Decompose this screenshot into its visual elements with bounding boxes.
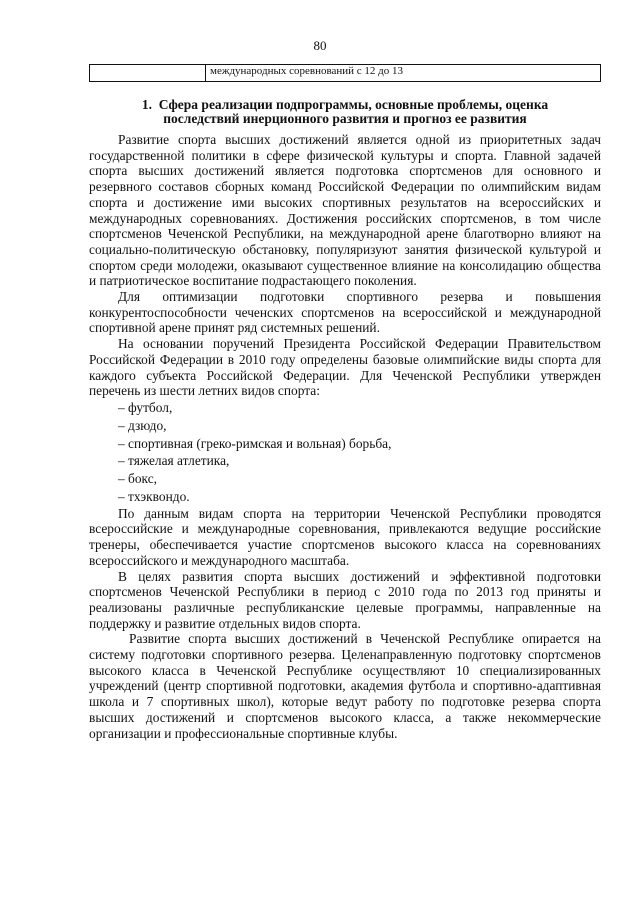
paragraph-6: Развитие спорта высших достижений в Чеченской Республике опирается на систему подготовки спортивного резерва. Целенаправленную подготовку спортсменов высокого класса в Чеченской Республике осуществляют 10 специализированных учреждений (центр спортивной подготовки, академия футбола и спортивно-адаптивная школа и 7 спортивных школ), которые ведут работу по подготовке резерва спорта высших достижений и спортсменов высокого класса, а также некоммерческие организации и профессиональные спортивные клубы. bbox=[89, 631, 601, 741]
section-heading bbox=[89, 98, 601, 126]
list-item: – бокс, bbox=[118, 471, 158, 487]
paragraph-2: Для оптимизации подготовки спортивного резерва и повышения конкурентоспособности чеченских спортсменов на всероссийской и международной спортивной арене принят ряд системных решений. bbox=[89, 289, 601, 336]
table-cell-text: международных соревнований с 12 до 13 bbox=[206, 65, 601, 82]
section-heading-line2: последствий инерционного развития и прогноз ее развития bbox=[163, 111, 527, 126]
document-body bbox=[89, 98, 601, 741]
page-number: 80 bbox=[313, 38, 327, 53]
section-heading-line1: 1. Сфера реализации подпрограммы, основные проблемы, оценка bbox=[141, 97, 549, 112]
paragraph-4: По данным видам спорта на территории Чеченской Республики проводятся всероссийские и международные соревнования, привлекаются ведущие российские тренеры, обеспечивается участие спортсменов высокого класса на соревнованиях всероссийского и международного масштаба. bbox=[89, 505, 601, 568]
paragraph-5: В целях развития спорта высших достижений и эффективной подготовки спортсменов Чеченской Республики в период с 2010 года по 2013 год приняты и реализованы различные республиканские целевые программы, направленные на поддержку и развитие отдельных видов спорта. bbox=[89, 568, 601, 631]
paragraph-1: Развитие спорта высших достижений является одной из приоритетных задач государственной политики в сфере физической культуры и спорта. Главной задачей спорта высших достижений является подготовка спортсменов для основного и резервного составов сборных команд Российской Федерации по олимпийским видам спорта и достижение ими высоких спортивных результатов на всероссийских и международных соревнованиях. Достижения российских спортсменов, в том числе спортсменов Чеченской Республики, на международной арене благотворно влияют на социально-политическую обстановку, популяризуют занятия физической культурой и спортом среди молодежи, оказывают существенное влияние на консолидацию общества и патриотическое воспитание подрастающего поколения. bbox=[89, 132, 601, 289]
table-cell-empty bbox=[90, 65, 206, 82]
list-item: – футбол, bbox=[118, 399, 173, 415]
list-item: – спортивная (греко-римская и вольная) борьба, bbox=[118, 435, 392, 451]
sports-list bbox=[89, 399, 601, 506]
list-item: – тхэквондо. bbox=[118, 488, 190, 504]
top-table bbox=[89, 64, 601, 82]
list-item: – дзюдо, bbox=[118, 417, 167, 433]
table-row bbox=[90, 65, 601, 82]
list-item: – тяжелая атлетика, bbox=[118, 453, 230, 469]
paragraph-3: На основании поручений Президента Российской Федерации Правительством Российской Федерации в 2010 году определены базовые олимпийские виды спорта для каждого субъекта Российской Федерации. Для Чеченской Республики утвержден перечень из шести летних видов спорта: bbox=[89, 336, 601, 399]
